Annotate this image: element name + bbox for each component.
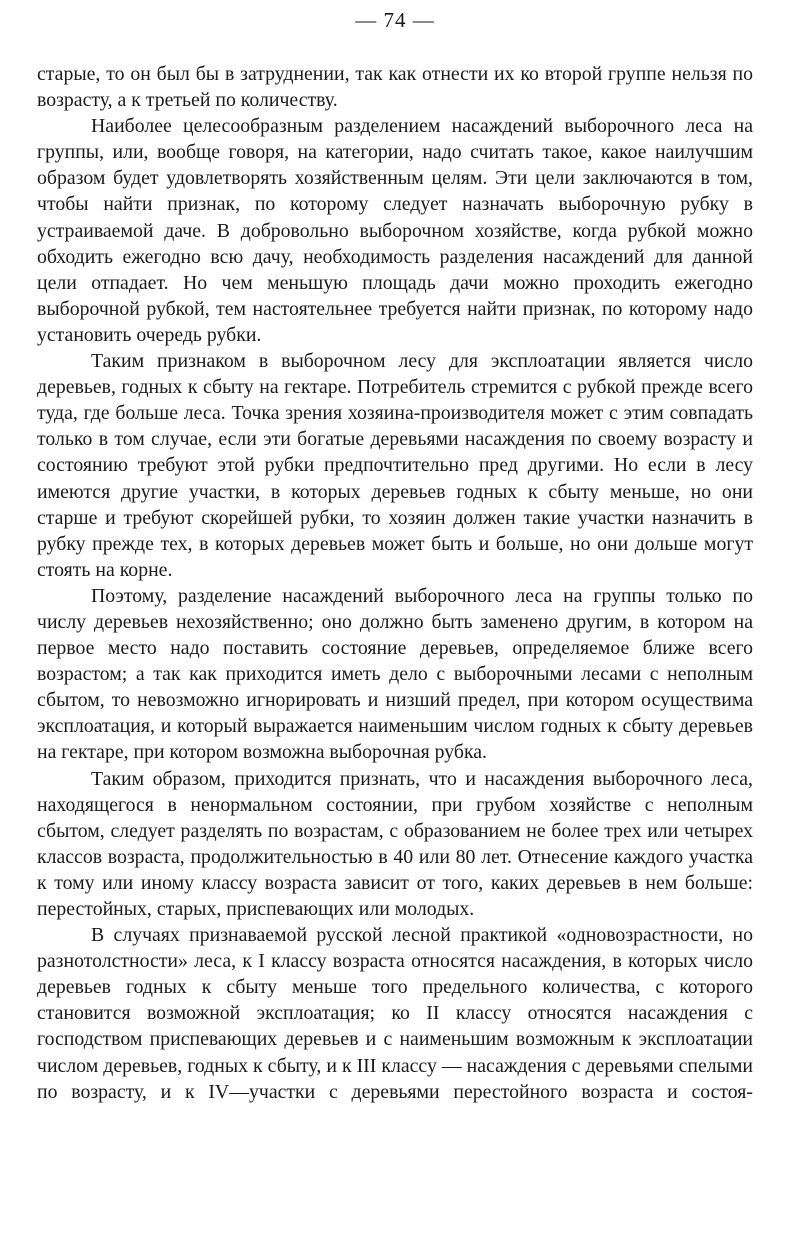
paragraph: Наиболее целесообразным разделением насаждений выборочного леса на группы, или, вообще говоря, на категории, надо считать такое, какое наилучшим образом будет удовлетворять хозяйственным целям. Эти цели заключаются в том, чтобы найти признак, по которому следует назначать выборочную рубку в устраиваемой даче. В добровольно выборочном хозяйстве, когда рубкой можно обходить ежегодно всю дачу, необходимость разделения насаждений для данной цели отпадает. Но чем меньшую площадь дачи можно проходить ежегодно выборочной рубкой, тем настоятельнее требуется найти признак, по которому надо установить очередь рубки. xyxy=(37,115,753,346)
paragraph: В случаях признаваемой русской лесной практикой «одновозрастности, но разнотолстности» леса, к I классу возраста относятся насаждения, в которых число деревьев годных к сбыту меньше того предельного количества, с которого становится возможной эксплоатация; ко II классу относятся насаждения с господством приспевающих деревьев и с наименьшим возможным к эксплоатации числом деревьев, годных к сбыту, и к III классу — насаждения с деревьями спелыми по возрасту, и к IV—участки с деревьями перестойного возраста и состоя- xyxy=(37,924,753,1103)
page-number: — 74 — xyxy=(355,8,435,32)
paragraph: Поэтому, разделение насаждений выборочного леса на группы только по числу деревьев нехозяйственно; оно должно быть заменено другим, в котором на первое место надо поставить состояние деревьев, определяемое ближе всего возрастом; а так как приходится иметь дело с выборочными лесами с неполным сбытом, то невозможно игнорировать и низший предел, при котором осуществима эксплоатация, и который выражается наименьшим числом годных к сбыту деревьев на гектаре, при котором возможна выборочная рубка. xyxy=(37,584,753,764)
page-body xyxy=(37,61,753,1105)
paragraph-continuation: старые, то он был бы в затруднении, так как отнести их ко второй группе нельзя по возрасту, а к третьей по количеству. xyxy=(37,63,753,112)
paragraph: Таким образом, приходится признать, что и насаждения выборочного леса, находящегося в ненормальном состоянии, при грубом хозяйстве с неполным сбытом, следует разделять по возрастам, с образованием не более трех или четырех классов возраста, продолжительностью в 40 или 80 лет. Отнесение каждого участка к тому или иному классу возраста зависит от того, каких деревьев в нем больше: перестойных, старых, приспевающих или молодых. xyxy=(37,767,753,920)
paragraph: Таким признаком в выборочном лесу для эксплоатации является число деревьев, годных к сбыту на гектаре. Потребитель стремится с рубкой прежде всего туда, где больше леса. Точка зрения хозяина-производителя может с этим совпадать только в том случае, если эти богатые деревьями насаждения по своему возрасту и состоянию требуют этой рубки предпочтительно пред другими. Но если в лесу имеются другие участки, в которых деревьев годных к сбыту меньше, но они старше и требуют скорейшей рубки, то хозяин должен такие участки назначить в рубку прежде тех, в которых деревьев может быть и больше, но они дольше могут стоять на корне. xyxy=(37,350,753,581)
